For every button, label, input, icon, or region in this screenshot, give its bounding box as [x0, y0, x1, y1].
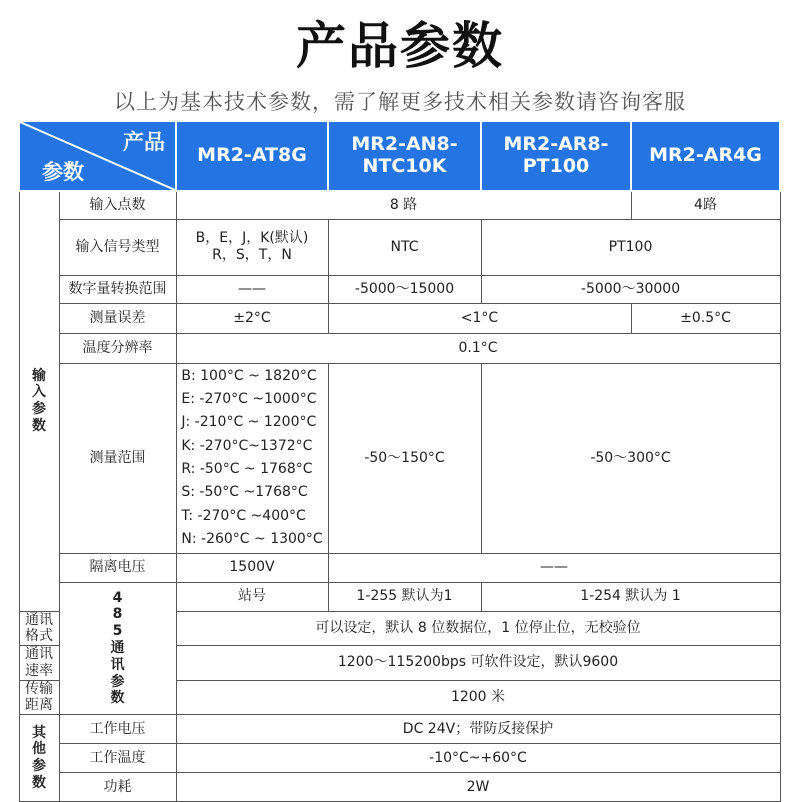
points-value-4: 4路 [631, 191, 780, 219]
table-row [19, 744, 780, 773]
table-row [19, 219, 780, 275]
baud-value: 1200～115200bps 可软件设定，默认9600 [176, 646, 780, 681]
power-value: 2W [176, 773, 780, 802]
range-item-k: K: -270°C~1372°C [181, 437, 313, 454]
table-row [19, 553, 780, 582]
isolation-at8g: 1500V [176, 553, 328, 582]
range-item-j: J: -210°C ~ 1200°C [181, 414, 317, 431]
range-item-b: B: 100°C ~ 1820°C [181, 367, 317, 384]
row-label-digital: 数字量转换范围 [59, 275, 176, 303]
row-label-error: 测量误差 [59, 303, 176, 333]
model-header-an8-ntc10k: MR2-AN8-NTC10K [328, 121, 481, 191]
range-item-t: T: -270°C ~400°C [181, 507, 306, 524]
row-label-power: 功耗 [59, 773, 176, 802]
table-row [19, 715, 780, 744]
format-value: 可以设定，默认 8 位数据位，1 位停止位，无校验位 [176, 611, 780, 646]
group-other-label: 其他参数 [32, 724, 46, 792]
group-input-params [19, 191, 59, 611]
station-at8g: 1-255 默认为1 [328, 582, 481, 611]
table-row [19, 363, 780, 553]
header-param-label: 参数 [42, 159, 84, 184]
row-label-range: 测量范围 [59, 363, 176, 553]
row-label-distance: 传输距离 [19, 680, 59, 715]
table-row [19, 275, 780, 303]
row-label-voltage: 工作电压 [59, 715, 176, 744]
table-row [19, 582, 780, 611]
table-row [19, 303, 780, 333]
row-label-points: 输入点数 [59, 191, 176, 219]
range-ntc: -50～150°C [328, 363, 481, 553]
range-at8g [176, 363, 328, 553]
signal-at8g-line2: R，S，T，N [212, 247, 292, 263]
distance-value: 1200 米 [176, 680, 780, 715]
row-label-baud: 通讯速率 [19, 646, 59, 681]
signal-at8g [176, 219, 328, 275]
row-label-format: 通讯格式 [19, 611, 59, 646]
range-item-s: S: -50°C ~1768°C [181, 484, 308, 501]
row-label-resolution: 温度分辨率 [59, 333, 176, 363]
isolation-rest: —— [328, 553, 780, 582]
group-comm-label: 485通讯参数 [110, 589, 125, 707]
row-label-isolation: 隔离电压 [59, 553, 176, 582]
model-header-ar4g: MR2-AR4G [631, 121, 780, 191]
signal-ntc: NTC [328, 219, 481, 275]
header-corner-cell [19, 121, 176, 191]
error-mid: <1°C [328, 303, 631, 333]
range-item-e: E: -270°C ~1000°C [181, 391, 317, 408]
range-at8g-list [181, 365, 322, 551]
range-item-n: N: -260°C ~ 1300°C [181, 530, 323, 547]
digital-ntc: -5000～15000 [328, 275, 481, 303]
table-row [19, 333, 780, 363]
digital-pt: -5000～30000 [481, 275, 780, 303]
row-label-temp: 工作温度 [59, 744, 176, 773]
header-product-label: 产品 [123, 130, 165, 154]
error-at8g: ±2°C [176, 303, 328, 333]
points-value-8: 8 路 [176, 191, 631, 219]
error-ar4g: ±0.5°C [631, 303, 780, 333]
group-comm-params [59, 582, 176, 715]
spec-table [18, 120, 781, 802]
model-header-at8g: MR2-AT8G [176, 121, 328, 191]
resolution-value: 0.1°C [176, 333, 780, 363]
row-label-signal: 输入信号类型 [59, 219, 176, 275]
range-pt: -50～300°C [481, 363, 780, 553]
table-row [19, 191, 780, 219]
group-input-label: 输入参数 [32, 367, 46, 435]
voltage-value: DC 24V；带防反接保护 [176, 715, 780, 744]
station-rest: 1-254 默认为 1 [481, 582, 780, 611]
page-subtitle: 以上为基本技术参数，需了解更多技术相关参数请咨询客服 [114, 90, 686, 114]
model-header-ar8-pt100: MR2-AR8-PT100 [481, 121, 631, 191]
signal-pt100: PT100 [481, 219, 780, 275]
table-row [19, 773, 780, 802]
group-other-params [19, 715, 59, 802]
range-item-r: R: -50°C ~ 1768°C [181, 461, 313, 477]
row-label-station: 站号 [176, 582, 328, 611]
table-header-row [19, 121, 780, 191]
digital-at8g: —— [176, 275, 328, 303]
page-title: 产品参数 [296, 17, 504, 75]
temp-value: -10°C~+60°C [176, 744, 780, 773]
signal-at8g-line1: B，E，J，K(默认) [195, 230, 309, 247]
